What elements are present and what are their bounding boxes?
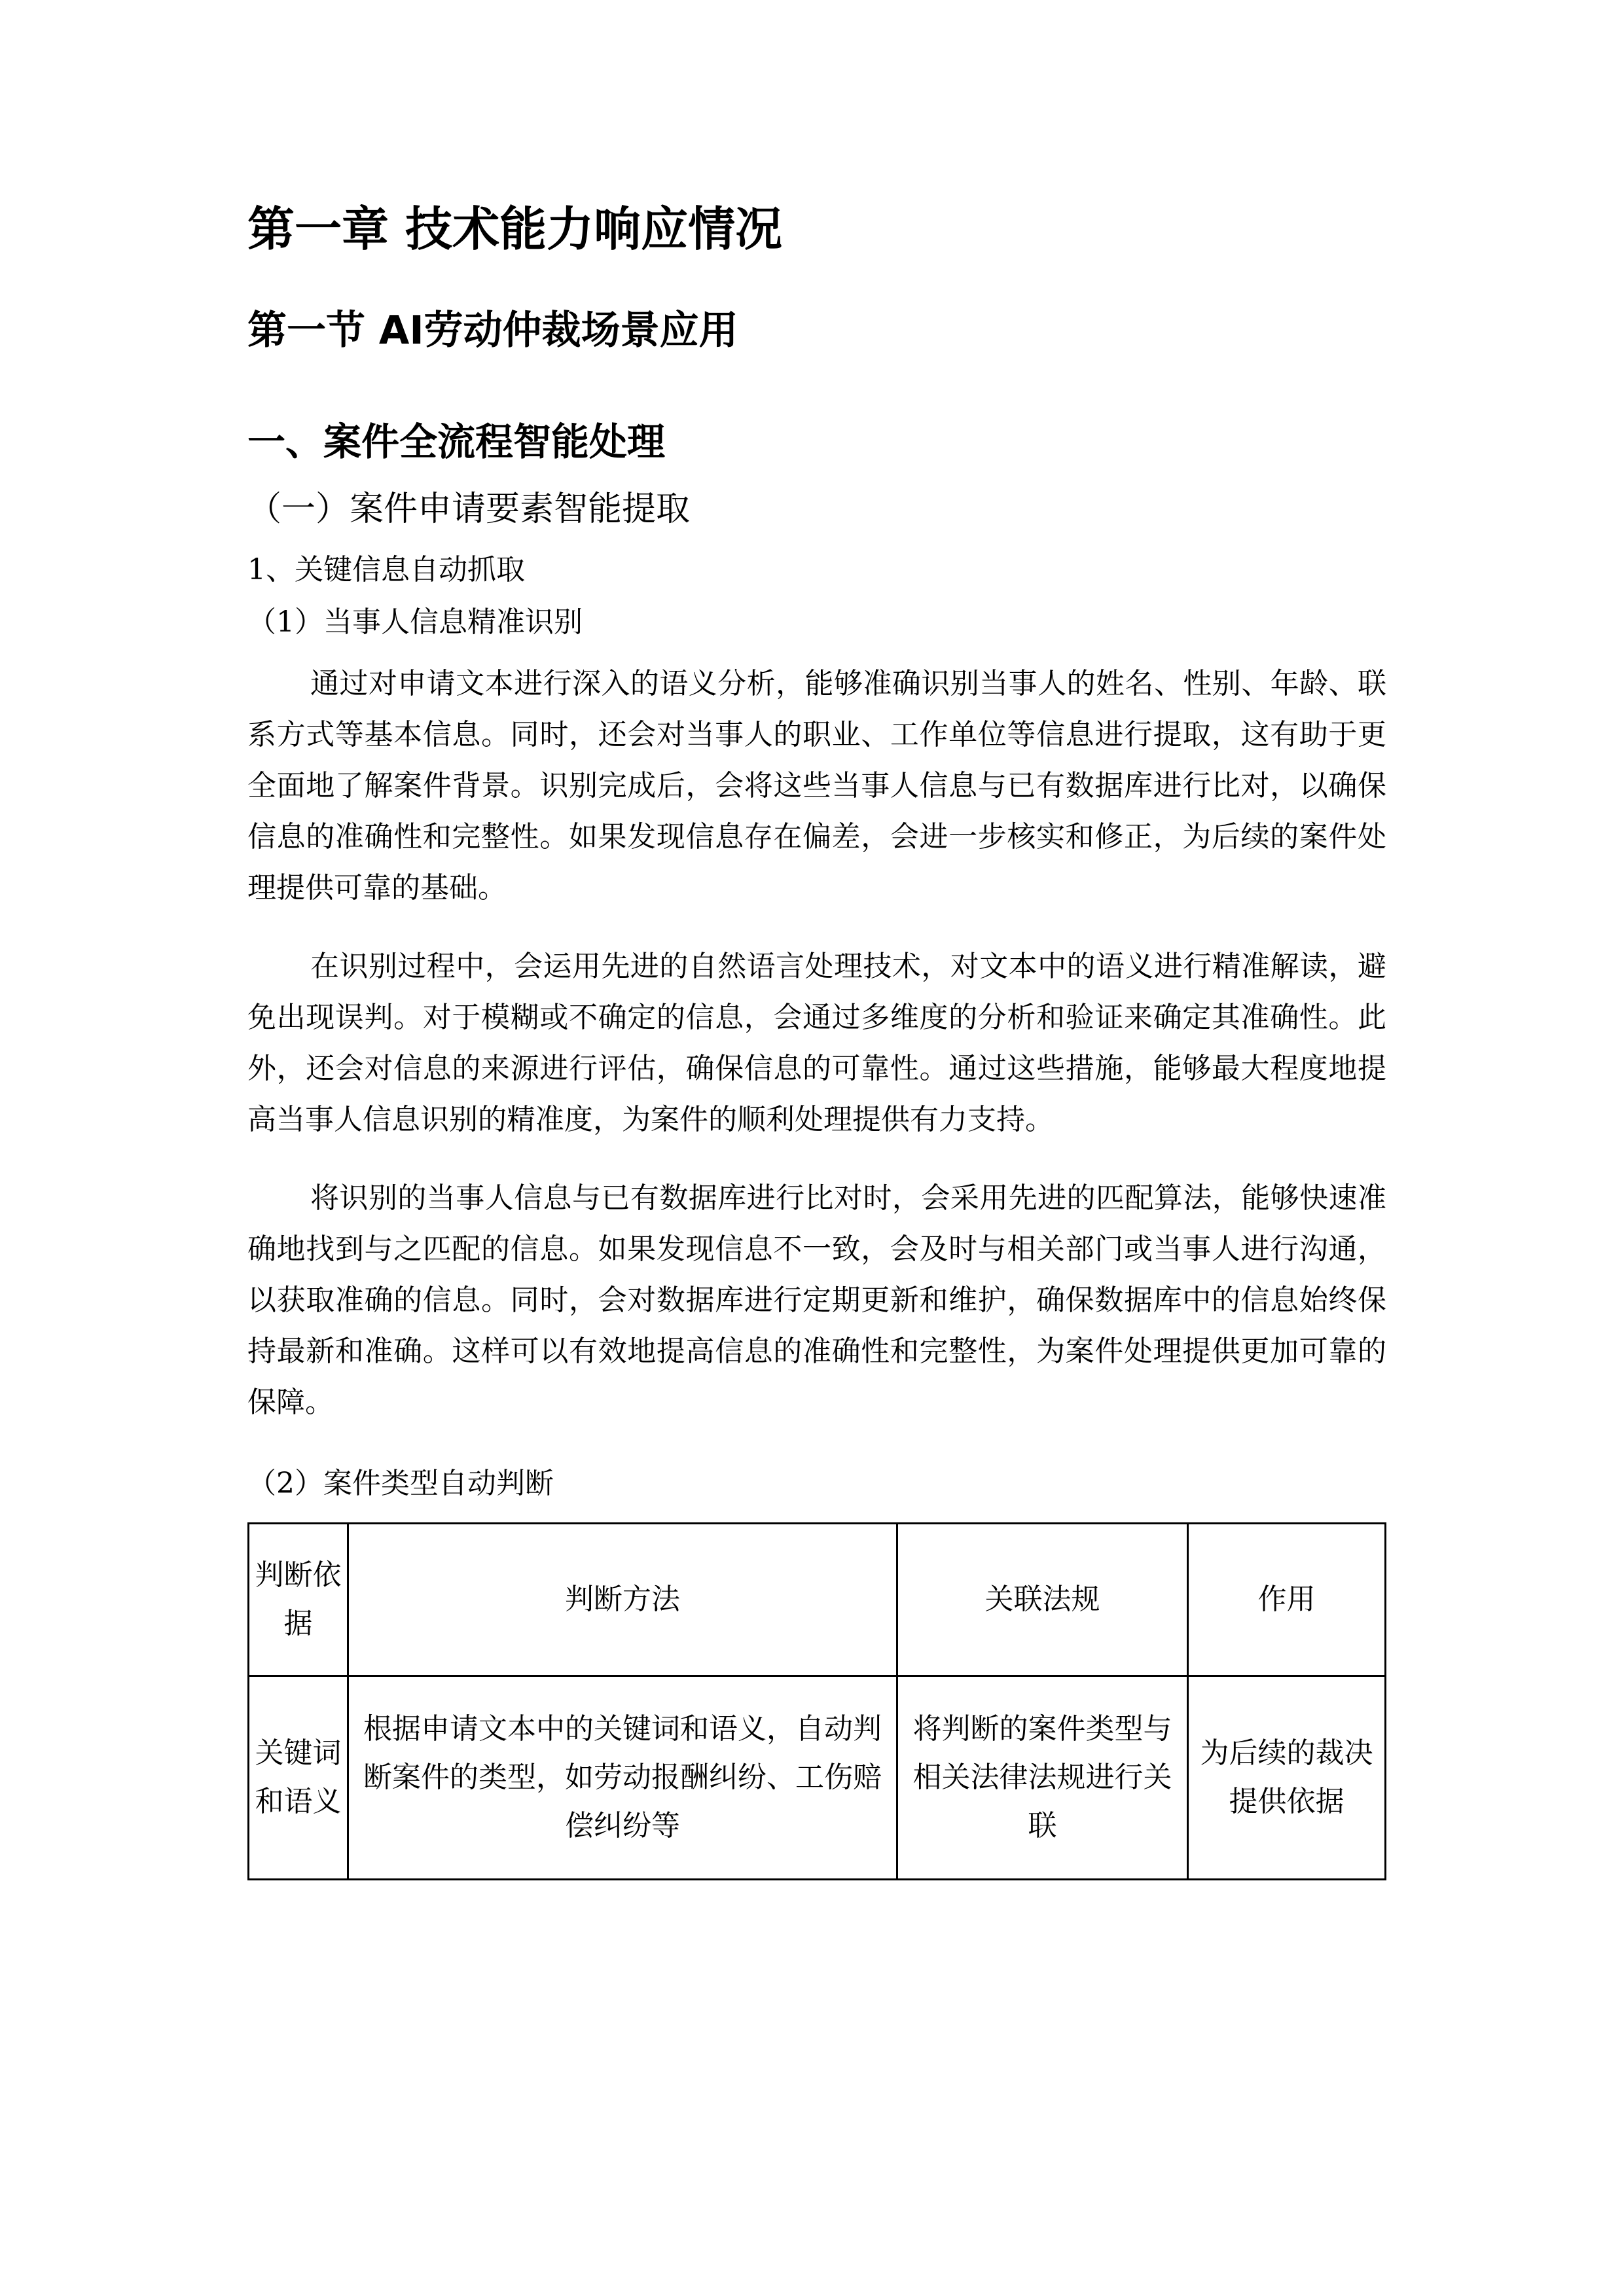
sub-subsection-title: （一）案件申请要素智能提取 xyxy=(247,490,691,529)
paragraph-2: 在识别过程中，会运用先进的自然语言处理技术，对文本中的语义进行精准解读，避免出现误判。对于模糊或不确定的信息，会通过多维度的分析和验证来确定其准确性。此外，还会对信息的来源进行评估，确保信息的可靠性。通过这些措施，能够最大程度地提高当事人信息识别的精准度，为案件的顺利处理提供有力支持。 xyxy=(247,950,1386,1136)
paragraph-1: 通过对申请文本进行深入的语义分析，能够准确识别当事人的姓名、性别、年龄、联系方式等基本信息。同时，还会对当事人的职业、工作单位等信息进行提取，这有助于更全面地了解案件背景。识别完成后，会将这些当事人信息与已有数据库进行比对，以确保信息的准确性和完整性。如果发现信息存在偏差，会进一步核实和修正，为后续的案件处理提供可靠的基础。 xyxy=(247,667,1386,905)
table-header-row xyxy=(249,1524,1386,1676)
table-cell: 将判断的案件类型与相关法律法规进行关联 xyxy=(897,1676,1187,1880)
document-content xyxy=(247,196,1386,1880)
table-header-cell: 判断方法 xyxy=(348,1524,897,1676)
table-cell: 为后续的裁决提供依据 xyxy=(1188,1676,1386,1880)
subitem-title-2: （2）案件类型自动判断 xyxy=(247,1467,554,1500)
table-header-cell: 关联法规 xyxy=(897,1524,1187,1676)
table-cell: 关键词和语义 xyxy=(249,1676,348,1880)
section-title: 第一节 AI劳动仲裁场景应用 xyxy=(247,308,738,353)
subsection-title: 一、案件全流程智能处理 xyxy=(247,420,666,464)
table-row xyxy=(249,1676,1386,1880)
table-header-cell: 判断依据 xyxy=(249,1524,348,1676)
paragraph-3: 将识别的当事人信息与已有数据库进行比对时，会采用先进的匹配算法，能够快速准确地找到与之匹配的信息。如果发现信息不一致，会及时与相关部门或当事人进行沟通，以获取准确的信息。同时，会对数据库进行定期更新和维护，确保数据库中的信息始终保持最新和准确。这样可以有效地提高信息的准确性和完整性，为案件处理提供更加可靠的保障。 xyxy=(247,1181,1386,1419)
chapter-title: 第一章 技术能力响应情况 xyxy=(247,202,783,257)
subitem-title-1: （1）当事人信息精准识别 xyxy=(247,605,583,639)
table-header-cell: 作用 xyxy=(1188,1524,1386,1676)
item-title: 1、关键信息自动抓取 xyxy=(247,553,525,586)
table-cell: 根据申请文本中的关键词和语义，自动判断案件的类型，如劳动报酬纠纷、工伤赔偿纠纷等 xyxy=(348,1676,897,1880)
case-type-table xyxy=(247,1522,1386,1880)
